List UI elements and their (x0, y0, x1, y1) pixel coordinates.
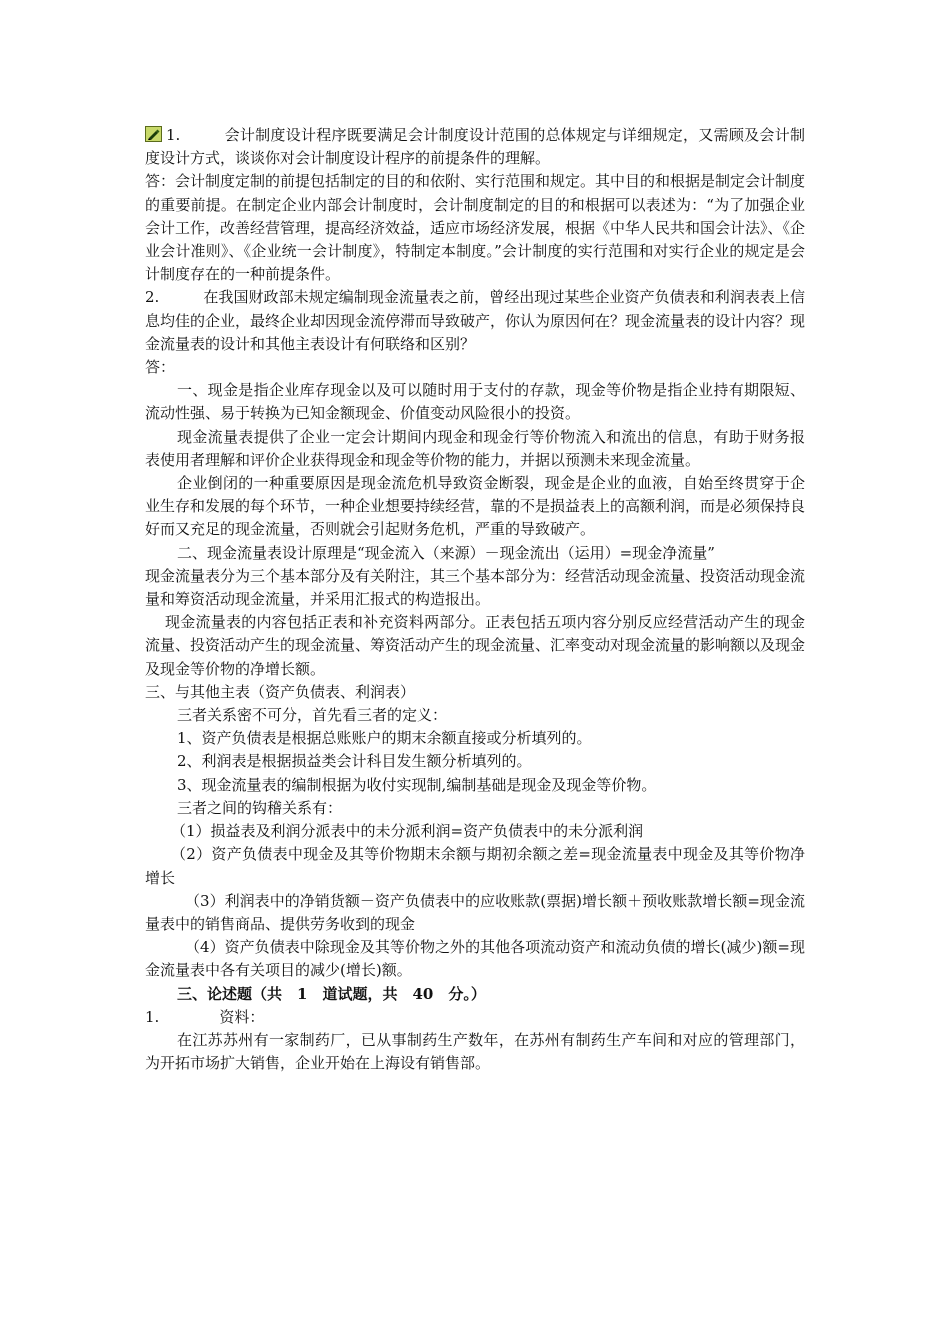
answer-2-para: 三者之间的钩稽关系有： (177, 798, 343, 817)
answer-2-para: 3、现金流量表的编制根据为收付实现制,编制基础是现金及现金等价物。 (177, 775, 657, 794)
answer-2-para: 企业倒闭的一种重要原因是现金流危机导致资金断裂，现金是企业的血液，自始至终贯穿于企业生存和发展的每个环节，一种企业想要持续经营，靠的不是损益表上的高额利润，而是必须保持良好而又充足的现金流量，否则就会引起财务危机，严重的导致破产。 (145, 474, 806, 539)
answer-2-para: 二、现金流量表设计原理是“现金流入（来源）－现金流出（运用）=现金净流量” (177, 543, 715, 562)
answer-2-para: 现金流量表的内容包括正表和补充资料两部分。正表包括五项内容分别反应经营活动产生的现金流量、投资活动产生的现金流量、筹资活动产生的现金流量、汇率变动对现金流量的影响额以及现金及现金等价物的净增长额。 (145, 613, 806, 678)
answer-2-para: 现金流量表提供了企业一定会计期间内现金和现金行等价物流入和流出的信息，有助于财务报表使用者理解和评价企业获得现金和现金等价物的能力，并据以预测未来现金流量。 (145, 427, 805, 469)
answer-2-para: （4）资产负债表中除现金及其等价物之外的其他各项流动资产和流动负债的增长(减少)额=现金流量表中各有关项目的减少(增长)额。 (145, 938, 805, 980)
answer-2-label: 答： (145, 358, 176, 377)
question-2 (145, 286, 805, 356)
answer-2-para: 一、现金是指企业库存现金以及可以随时用于支付的存款，现金等价物是指企业持有期限短、流动性强、易于转换为已知金额现金、价值变动风险很小的投资。 (145, 381, 805, 423)
section-3-label: 资料： (219, 1007, 265, 1026)
question-2-text: 在我国财政部未规定编制现金流量表之前，曾经出现过某些企业资产负债表和利润表表上信息均佳的企业，最终企业却因现金流停滞而导致破产，你认为原因何在？现金流量表的设计内容？现金流量表的设计和其他主表设计有何联络和区别？ (145, 288, 806, 353)
pencil-icon (145, 126, 162, 142)
section-3-item (145, 1006, 805, 1029)
question-1 (145, 124, 805, 170)
section-3-para: 在江苏苏州有一家制药厂，已从事制药生产数年，在苏州有制药生产车间和对应的管理部门，为开拓市场扩大销售，企业开始在上海设有销售部。 (145, 1030, 805, 1073)
answer-2-para: 2、利润表是根据损益类会计科目发生额分析填列的。 (177, 752, 532, 771)
answer-2-para: （3）利润表中的净销货额－资产负债表中的应收账款(票据)增长额＋预收账款增长额=现金流量表中的销售商品、提供劳务收到的现金 (145, 891, 805, 933)
answer-1: 答：会计制度定制的前提包括制定的目的和依附、实行范围和规定。其中目的和根据是制定会计制度的重要前提。在制定企业内部会计制度时，会计制度制定的目的和根据可以表述为：“为了加强企业会计工作，改善经营管理，提高经济效益，适应市场经济发展，根据《中华人民共和国会计法》、《企业会计准则》、《企业统一会计制度》，特制定本制度。”会计制度的实行范围和对实行企业的规定是会计制度存在的一种前提条件。 (145, 172, 806, 284)
answer-2-para: （2）资产负债表中现金及其等价物期末余额与期初余额之差=现金流量表中现金及其等价物净增长 (145, 845, 805, 887)
answer-2-para: 1、资产负债表是根据总账账户的期末余额直接或分析填列的。 (177, 729, 592, 748)
question-1-number: 1. (166, 126, 181, 144)
question-1-text: 会计制度设计程序既要满足会计制度设计范围的总体规定与详细规定，又需顾及会计制度设计方式，谈谈你对会计制度设计程序的前提条件的理解。 (145, 126, 805, 168)
answer-2-para: 三、与其他主表（资产负债表、利润表） (145, 682, 416, 701)
answer-2-para: 三者关系密不可分，首先看三者的定义： (177, 706, 448, 725)
section-3-heading: 三、论述题（共 1 道试题，共 40 分。） (177, 984, 486, 1003)
answer-2-para: 现金流量表分为三个基本部分及有关附注，其三个基本部分为：经营活动现金流量、投资活动现金流量和筹资活动现金流量，并采用汇报式的构造报出。 (145, 566, 806, 609)
question-2-number: 2. (145, 288, 160, 307)
document-body (145, 124, 805, 1075)
section-3-number: 1. (145, 1007, 160, 1026)
answer-2-para: （1）损益表及利润分派表中的未分派利润=资产负债表中的未分派利润 (171, 822, 644, 841)
